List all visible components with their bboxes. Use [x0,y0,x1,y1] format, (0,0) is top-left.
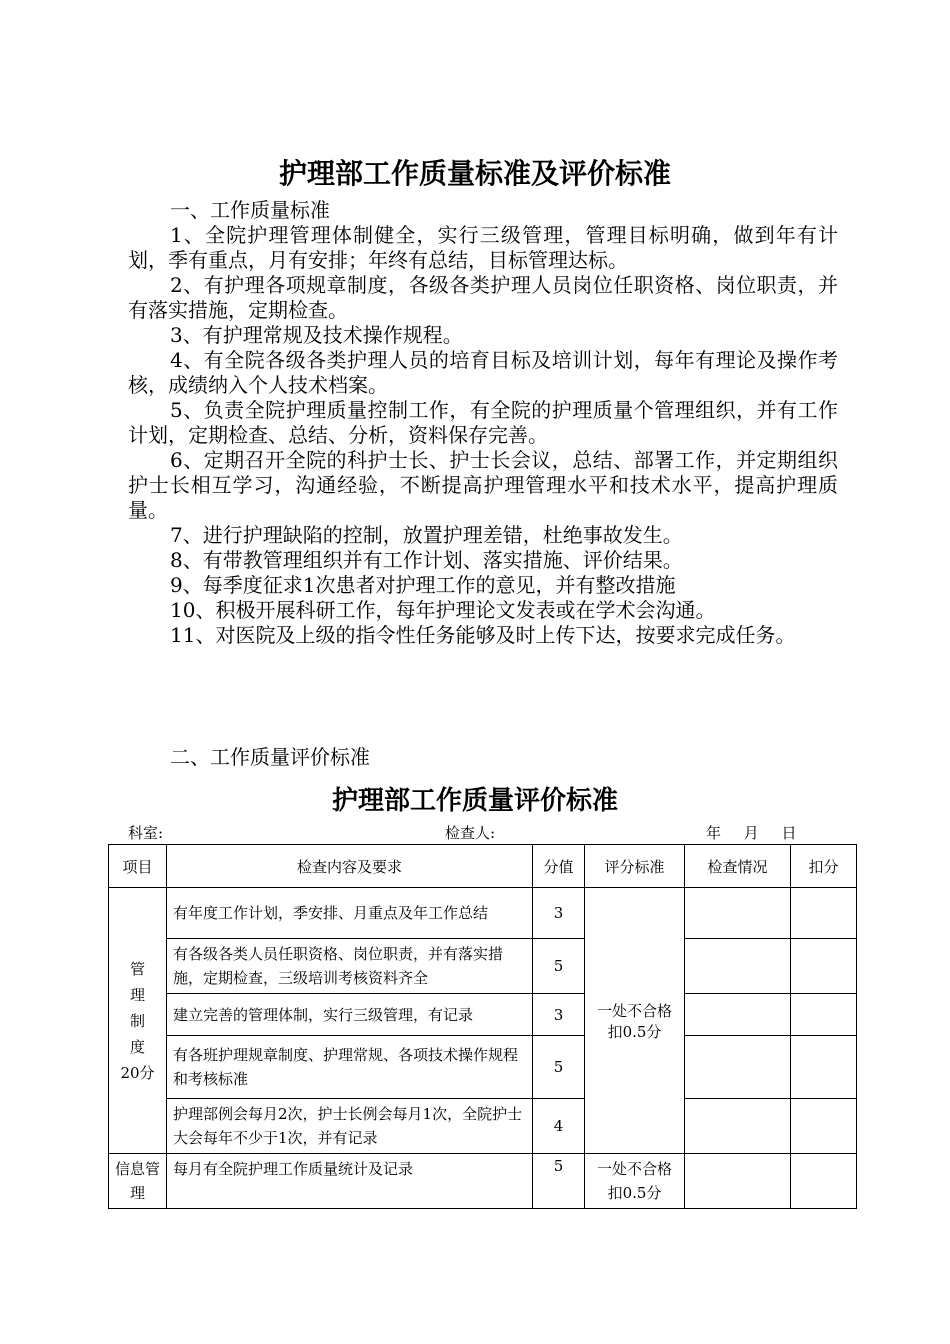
section-heading-2: 二、工作质量评价标准 [170,745,370,769]
standard-item: 9、每季度征求1次患者对护理工作的意见，并有整改措施 [170,573,676,597]
date-label: 年 月 日 [706,824,797,842]
deduction-cell [791,1154,857,1209]
table-row [109,1036,857,1099]
table-row [109,888,857,939]
criteria-cell: 一处不合格扣0.5分 [585,888,685,1154]
table-row [109,1099,857,1154]
deduction-cell [791,1036,857,1099]
standard-item: 6、定期召开全院的科护士长、护士长会议，总结、部署工作，并定期组织护士长相互学习，沟通经验，不断提高护理管理水平和技术水平，提高护理质量。 [128,448,838,522]
table-header-row [109,845,857,888]
result-cell [685,994,791,1036]
result-cell [685,1099,791,1154]
content-cell: 每月有全院护理工作质量统计及记录 [167,1154,533,1209]
standard-item: 5、负责全院护理质量控制工作，有全院的护理质量个管理组织，并有工作计划，定期检查、总结、分析，资料保存完善。 [128,398,838,447]
criteria-cell: 一处不合格扣0.5分 [585,1154,685,1209]
standard-item: 2、有护理各项规章制度，各级各类护理人员岗位任职资格、岗位职责，并有落实措施，定期检查。 [128,273,838,322]
table-row [109,1154,857,1209]
content-cell: 护理部例会每月2次，护士长例会每月1次，全院护士大会每年不少于1次，并有记录 [167,1099,533,1154]
deduction-cell [791,994,857,1036]
table-row [109,939,857,994]
result-cell [685,1036,791,1099]
table-row [109,994,857,1036]
inspector-label: 检查人: [445,824,496,842]
score-cell: 4 [533,1099,585,1154]
header-content: 检查内容及要求 [167,845,533,888]
header-criteria: 评分标准 [585,845,685,888]
header-score: 分值 [533,845,585,888]
score-cell: 5 [533,1036,585,1099]
content-cell: 有年度工作计划，季安排、月重点及年工作总结 [167,888,533,939]
deduction-cell [791,939,857,994]
deduction-cell [791,1099,857,1154]
standard-item: 3、有护理常规及技术操作规程。 [170,323,463,347]
header-item: 项目 [109,845,167,888]
standard-item: 4、有全院各级各类护理人员的培育目标及培训计划，每年有理论及操作考核，成绩纳入个人技术档案。 [128,348,838,397]
content-cell: 建立完善的管理体制，实行三级管理，有记录 [167,994,533,1036]
dept-label: 科室: [128,824,164,842]
standard-item: 10、积极开展科研工作，每年护理论文发表或在学术会沟通。 [170,598,716,622]
document-title: 护理部工作质量标准及评价标准 [278,157,671,190]
content-cell: 有各级各类人员任职资格、岗位职责，并有落实措施，定期检查，三级培训考核资料齐全 [167,939,533,994]
result-cell [685,939,791,994]
result-cell [685,1154,791,1209]
deduction-cell [791,888,857,939]
standard-item: 8、有带教管理组织并有工作计划、落实措施、评价结果。 [170,548,683,572]
standard-item: 1、全院护理管理体制健全，实行三级管理，管理目标明确，做到年有计划，季有重点，月有安排；年终有总结，目标管理达标。 [128,223,838,272]
score-cell: 3 [533,994,585,1036]
score-cell: 5 [533,1154,585,1209]
group-label-management: 管 理 制 度 20分 [109,888,167,1154]
standards-section [128,198,838,648]
result-cell [685,888,791,939]
section-heading: 一、工作质量标准 [170,198,330,222]
table-title: 护理部工作质量评价标准 [331,786,618,816]
standard-item: 11、对医院及上级的指令性任务能够及时上传下达，按要求完成任务。 [170,623,796,647]
evaluation-table [108,844,857,1209]
score-cell: 5 [533,939,585,994]
standard-item: 7、进行护理缺陷的控制，放置护理差错，杜绝事故发生。 [170,523,683,547]
group-label-info: 信息管理 [109,1154,167,1209]
header-deduction: 扣分 [791,845,857,888]
score-cell: 3 [533,888,585,939]
header-result: 检查情况 [685,845,791,888]
content-cell: 有各班护理规章制度、护理常规、各项技术操作规程和考核标准 [167,1036,533,1099]
